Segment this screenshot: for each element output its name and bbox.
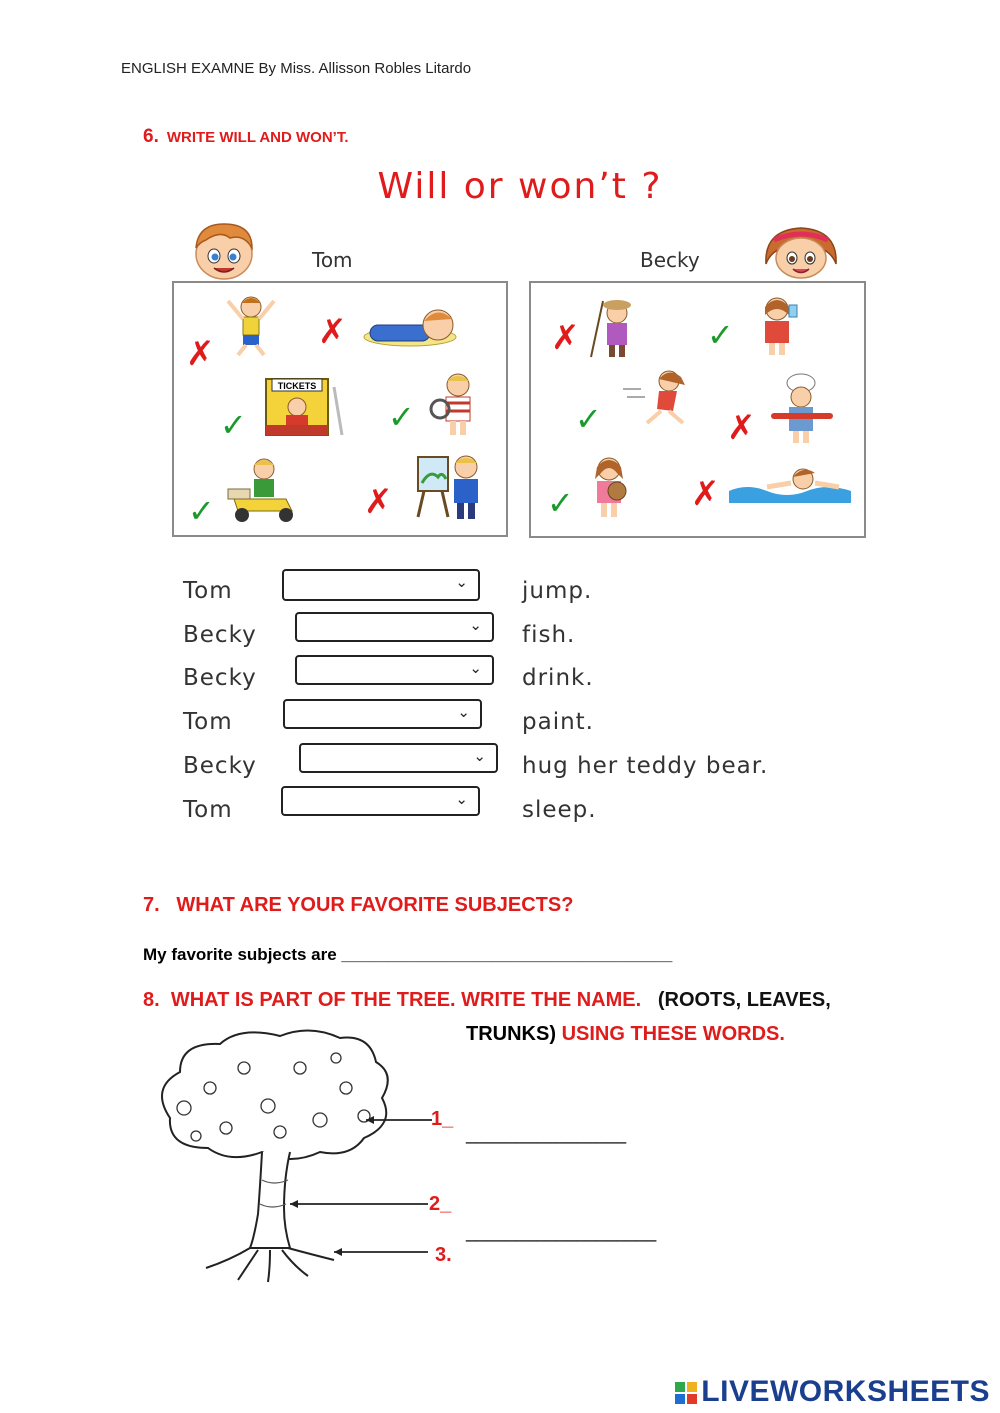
girl-swimming-icon: [727, 461, 855, 505]
sentence-ending: fish.: [522, 622, 576, 648]
tom-activities-panel: [172, 281, 508, 537]
cross-mark-icon: ✗: [186, 334, 215, 374]
sentence-ending: jump.: [522, 578, 593, 604]
favorite-subjects-answer-line[interactable]: My favorite subjects are ___________________________________: [143, 945, 673, 964]
will-wont-dropdown[interactable]: [295, 612, 494, 642]
will-wont-dropdown[interactable]: [283, 699, 482, 729]
check-mark-icon: ✓: [220, 406, 247, 444]
girl-running-icon: [619, 367, 699, 427]
question-number: 6.: [143, 126, 159, 147]
word-bank-part-2: TRUNKS): [466, 1023, 556, 1045]
question-number: 8.: [143, 989, 160, 1011]
question-8-continuation: [466, 1023, 785, 1046]
becky-face-icon: [760, 224, 842, 280]
cross-mark-icon: ✗: [691, 474, 720, 514]
tree-label-number: 3.: [435, 1244, 452, 1266]
cross-mark-icon: ✗: [551, 318, 580, 358]
girl-teddy-bear-icon: [583, 455, 639, 521]
question-8-heading: [143, 989, 831, 1012]
question-7-heading: [143, 894, 573, 917]
check-mark-icon: ✓: [188, 492, 215, 530]
boy-painting-icon: [412, 451, 486, 525]
tree-label-number: 1_: [431, 1108, 454, 1130]
logo-text: LIVEWORKSHEETS: [701, 1375, 990, 1408]
tree-label-number: 2_: [429, 1193, 452, 1215]
logo-mark-icon: [675, 1382, 697, 1404]
girl-chef-icon: [769, 373, 835, 445]
boy-jumping-icon: [218, 293, 284, 359]
chevron-down-icon: ⌄: [457, 704, 470, 721]
boy-sleeping-icon: [360, 303, 470, 349]
girl-fishing-icon: [583, 297, 643, 361]
will-wont-dropdown[interactable]: [295, 655, 494, 685]
sentence-ending: hug her teddy bear.: [522, 753, 769, 779]
boy-swimmer-icon: [428, 371, 484, 439]
sentence-ending: drink.: [522, 665, 594, 691]
will-wont-dropdown[interactable]: [299, 743, 498, 773]
worksheet-title: Will or won’t ?: [377, 166, 663, 207]
question-text-continued: USING THESE WORDS.: [561, 1023, 785, 1045]
cross-mark-icon: ✗: [364, 482, 393, 522]
check-mark-icon: ✓: [707, 316, 734, 354]
cross-mark-icon: ✗: [727, 408, 756, 448]
sentence-subject: Becky: [183, 622, 257, 648]
sentence-subject: Tom: [183, 578, 233, 604]
chevron-down-icon: ⌄: [473, 748, 486, 765]
will-wont-dropdown[interactable]: [282, 569, 480, 601]
liveworksheets-logo: [675, 1375, 990, 1409]
will-wont-dropdown[interactable]: [281, 786, 480, 816]
check-mark-icon: ✓: [575, 400, 602, 438]
tickets-sign-text: TICKETS: [277, 381, 317, 391]
answer-blank-1[interactable]: ________________: [466, 1124, 627, 1144]
sentence-subject: Tom: [183, 709, 233, 735]
tom-face-icon: [186, 218, 262, 280]
word-bank-part-1: (ROOTS, LEAVES,: [657, 989, 831, 1011]
girl-drinking-icon: [751, 293, 809, 357]
sentence-ending: sleep.: [522, 797, 597, 823]
question-text: WRITE WILL AND WON’T.: [166, 129, 349, 146]
answer-blank-2[interactable]: ___________________: [466, 1222, 657, 1242]
question-text: WHAT IS PART OF THE TREE. WRITE THE NAME.: [170, 989, 642, 1011]
sentence-ending: paint.: [522, 709, 594, 735]
check-mark-icon: ✓: [547, 484, 574, 522]
sentence-subject: Becky: [183, 753, 257, 779]
question-text: WHAT ARE YOUR FAVORITE SUBJECTS?: [176, 894, 574, 916]
cross-mark-icon: ✗: [318, 312, 347, 352]
becky-activities-panel: [529, 281, 866, 538]
becky-label: Becky: [640, 248, 700, 272]
chevron-down-icon: ⌄: [455, 791, 468, 808]
question-number: 7.: [143, 894, 160, 916]
chevron-down-icon: ⌄: [469, 660, 482, 677]
chevron-down-icon: ⌄: [455, 574, 468, 591]
tom-label: Tom: [312, 248, 353, 272]
sentence-subject: Tom: [183, 797, 233, 823]
delivery-scooter-icon: [224, 455, 306, 523]
ticket-booth-icon: [262, 375, 344, 437]
tree-diagram: [150, 1028, 470, 1288]
chevron-down-icon: ⌄: [469, 617, 482, 634]
sentence-subject: Becky: [183, 665, 257, 691]
exam-header: ENGLISH EXAMNE By Miss. Allisson Robles Litardo: [121, 60, 472, 77]
check-mark-icon: ✓: [388, 398, 415, 436]
question-6-heading: [143, 126, 349, 148]
